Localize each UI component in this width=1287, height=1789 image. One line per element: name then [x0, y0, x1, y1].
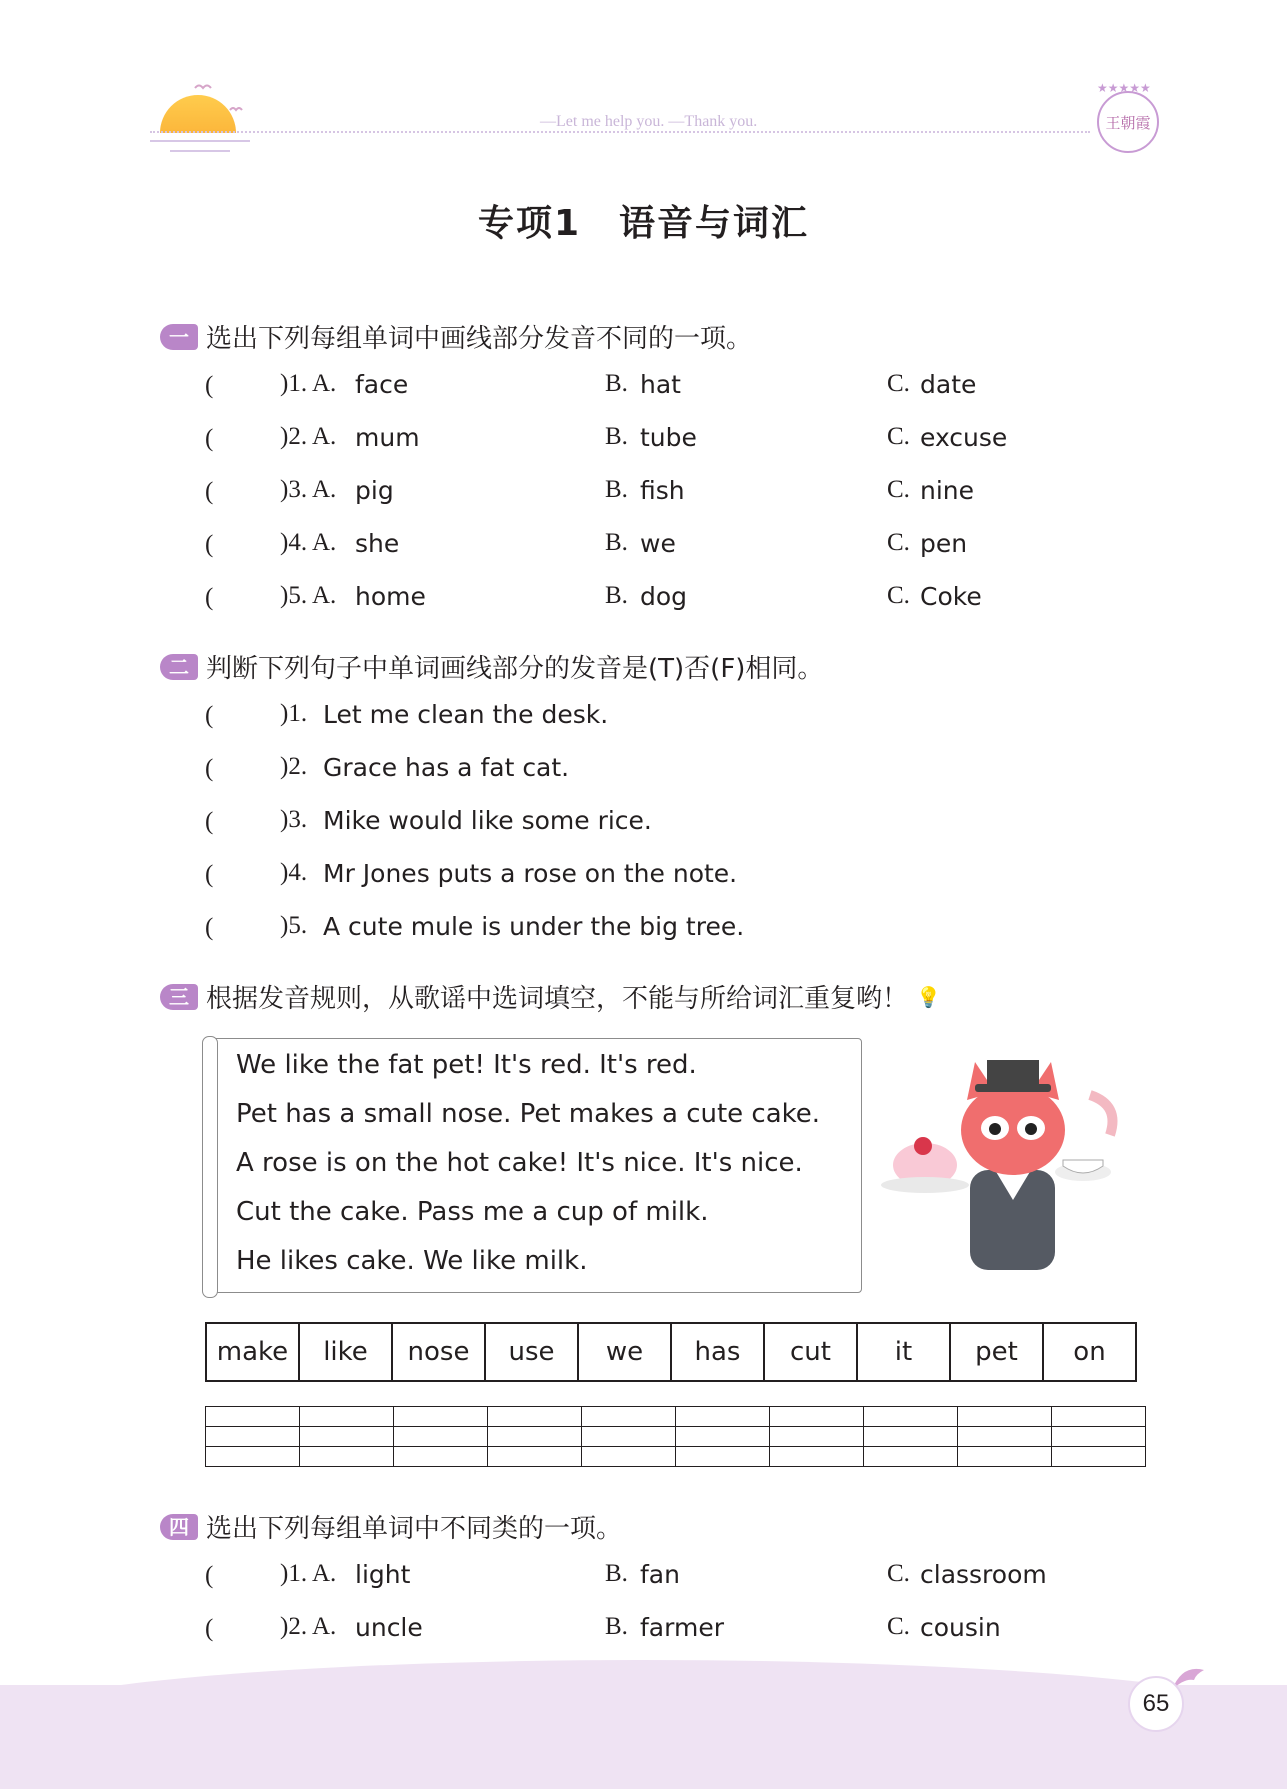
question-number: )2. A.: [280, 423, 337, 450]
answer-cell[interactable]: [582, 1407, 676, 1427]
word-cell: use: [485, 1323, 578, 1381]
word-cell: it: [857, 1323, 950, 1381]
answer-blank[interactable]: (: [205, 584, 214, 611]
answer-cell[interactable]: [1052, 1407, 1146, 1427]
answer-cell[interactable]: [1052, 1427, 1146, 1447]
sentence: Mike would like some rice.: [323, 806, 652, 835]
answer-blank[interactable]: (: [205, 425, 214, 452]
option-c-label: C.: [887, 529, 910, 556]
sun-horizon-line: [150, 140, 250, 142]
answer-blank[interactable]: (: [205, 755, 214, 782]
answer-blank[interactable]: (: [205, 1615, 214, 1642]
section-badge: 四: [160, 1514, 198, 1540]
question-number: )5.: [280, 912, 308, 939]
word-cell: cut: [764, 1323, 857, 1381]
brand-logo-icon: [1088, 78, 1168, 158]
question-row: [205, 1560, 1047, 1590]
option-c: Coke: [920, 582, 982, 611]
section-badge: 三: [160, 984, 198, 1010]
option-b-label: B.: [605, 529, 628, 556]
answer-cell[interactable]: [676, 1447, 770, 1467]
page-number: 65: [1128, 1676, 1184, 1732]
section-badge: 二: [160, 654, 198, 680]
option-c: pen: [920, 529, 968, 558]
answer-cell[interactable]: [300, 1407, 394, 1427]
question-number: )3.: [280, 806, 308, 833]
answer-cell[interactable]: [488, 1427, 582, 1447]
poem-line: A rose is on the hot cake! It's nice. It's nice.: [236, 1148, 803, 1178]
answer-blank[interactable]: (: [205, 372, 214, 399]
answer-cell[interactable]: [488, 1447, 582, 1467]
question-number: )3. A.: [280, 476, 337, 503]
answer-cell[interactable]: [770, 1447, 864, 1467]
option-c: nine: [920, 476, 975, 505]
option-b: we: [640, 529, 676, 558]
answer-cell[interactable]: [770, 1407, 864, 1427]
word-cell: nose: [392, 1323, 485, 1381]
option-c-label: C.: [887, 370, 910, 397]
poem-line: Pet has a small nose. Pet makes a cute cake.: [236, 1099, 821, 1129]
question-row: [205, 476, 975, 506]
answer-cell[interactable]: [582, 1447, 676, 1467]
answer-table: [205, 1406, 1146, 1467]
question-row: [205, 859, 738, 889]
word-cell: has: [671, 1323, 764, 1381]
page-title: 专项1 语音与词汇: [477, 203, 810, 244]
poem-line: He likes cake. We like milk.: [236, 1246, 588, 1276]
sentence: Grace has a fat cat.: [323, 753, 570, 782]
question-row: [205, 582, 982, 612]
birds-icon: [190, 80, 250, 120]
answer-cell[interactable]: [300, 1427, 394, 1447]
answer-blank[interactable]: (: [205, 478, 214, 505]
sentence: Mr Jones puts a rose on the note.: [323, 859, 738, 888]
option-a: uncle: [355, 1613, 423, 1642]
answer-cell[interactable]: [958, 1427, 1052, 1447]
word-cell: we: [578, 1323, 671, 1381]
lightbulb-icon: 💡: [916, 984, 941, 1009]
option-c: cousin: [920, 1613, 1001, 1642]
answer-blank[interactable]: (: [205, 1562, 214, 1589]
answer-blank[interactable]: (: [205, 914, 214, 941]
question-number: )1.: [280, 700, 308, 727]
option-c: date: [920, 370, 977, 399]
question-row: [205, 912, 745, 942]
question-row: [205, 1613, 1001, 1643]
option-c-label: C.: [887, 476, 910, 503]
answer-cell[interactable]: [206, 1407, 300, 1427]
question-row: [205, 806, 652, 836]
section-1-heading: [160, 318, 752, 355]
footer-band: [0, 1685, 1287, 1789]
section-4-heading: [160, 1508, 622, 1545]
word-cell: on: [1043, 1323, 1136, 1381]
section-instruction: 根据发音规则，从歌谣中选词填空，不能与所给词汇重复哟！: [206, 984, 909, 1014]
answer-cell[interactable]: [864, 1407, 958, 1427]
scroll-roll-decoration: [202, 1036, 218, 1298]
answer-cell[interactable]: [582, 1427, 676, 1447]
option-b-label: B.: [605, 476, 628, 503]
sentence: A cute mule is under the big tree.: [323, 912, 745, 941]
section-2-heading: [160, 648, 823, 685]
option-b: fish: [640, 476, 685, 505]
question-row: [205, 370, 977, 400]
word-cell: make: [206, 1323, 299, 1381]
word-cell: pet: [950, 1323, 1043, 1381]
answer-cell[interactable]: [864, 1427, 958, 1447]
question-row: [205, 529, 968, 559]
option-a: face: [355, 370, 409, 399]
answer-cell[interactable]: [394, 1447, 488, 1467]
table-row: [206, 1447, 1146, 1467]
section-3-heading: [160, 978, 941, 1015]
answer-blank[interactable]: (: [205, 702, 214, 729]
section-instruction: 判断下列句子中单词画线部分的发音是(T)否(F)相同。: [206, 654, 824, 684]
option-b: farmer: [640, 1613, 724, 1642]
answer-cell[interactable]: [770, 1427, 864, 1447]
header-divider: [150, 131, 1090, 133]
option-b-label: B.: [605, 1560, 628, 1587]
option-a: mum: [355, 423, 420, 452]
option-a: light: [355, 1560, 411, 1589]
option-b: tube: [640, 423, 697, 452]
answer-cell[interactable]: [958, 1447, 1052, 1467]
poem-line: We like the fat pet! It's red. It's red.: [236, 1050, 697, 1080]
option-b: dog: [640, 582, 688, 611]
answer-cell[interactable]: [676, 1407, 770, 1427]
option-c: classroom: [920, 1560, 1047, 1589]
option-a: pig: [355, 476, 394, 505]
section-instruction: 选出下列每组单词中不同类的一项。: [206, 1514, 623, 1544]
option-b-label: B.: [605, 423, 628, 450]
question-row: [205, 753, 570, 783]
question-number: )1. A.: [280, 1560, 337, 1587]
option-b: fan: [640, 1560, 680, 1589]
question-number: )2.: [280, 753, 308, 780]
option-c-label: C.: [887, 1560, 910, 1587]
answer-blank[interactable]: (: [205, 808, 214, 835]
option-c: excuse: [920, 423, 1008, 452]
table-row: [206, 1427, 1146, 1447]
question-number: )2. A.: [280, 1613, 337, 1640]
answer-cell[interactable]: [300, 1447, 394, 1467]
cat-waiter-illustration: [875, 1060, 1135, 1270]
sentence: Let me clean the desk.: [323, 700, 609, 729]
section-badge: 一: [160, 324, 198, 350]
question-number: )1. A.: [280, 370, 337, 397]
option-a: she: [355, 529, 400, 558]
option-b-label: B.: [605, 1613, 628, 1640]
word-cell: like: [299, 1323, 392, 1381]
answer-cell[interactable]: [676, 1427, 770, 1447]
poem-line: Cut the cake. Pass me a cup of milk.: [236, 1197, 709, 1227]
sun-horizon-line: [170, 150, 230, 152]
answer-cell[interactable]: [1052, 1447, 1146, 1467]
question-number: )5. A.: [280, 582, 337, 609]
option-b-label: B.: [605, 370, 628, 397]
answer-cell[interactable]: [394, 1427, 488, 1447]
question-row: [205, 700, 609, 730]
question-row: [205, 423, 1008, 453]
answer-cell[interactable]: [864, 1447, 958, 1467]
table-row: [206, 1407, 1146, 1427]
svg-text:★★★★★: ★★★★★: [1097, 81, 1151, 95]
option-a: home: [355, 582, 426, 611]
option-b-label: B.: [605, 582, 628, 609]
question-number: )4. A.: [280, 529, 337, 556]
given-words-table: [205, 1322, 1137, 1382]
answer-cell[interactable]: [958, 1407, 1052, 1427]
table-row: [206, 1323, 1136, 1381]
question-number: )4.: [280, 859, 308, 886]
answer-cell[interactable]: [206, 1447, 300, 1467]
answer-blank[interactable]: (: [205, 531, 214, 558]
section-instruction: 选出下列每组单词中画线部分发音不同的一项。: [206, 324, 753, 354]
answer-cell[interactable]: [394, 1407, 488, 1427]
option-c-label: C.: [887, 1613, 910, 1640]
logo-text: 王朝霞: [1105, 114, 1151, 132]
option-b: hat: [640, 370, 681, 399]
answer-blank[interactable]: (: [205, 861, 214, 888]
header-motto: —Let me help you. —Thank you.: [540, 113, 758, 130]
option-c-label: C.: [887, 582, 910, 609]
option-c-label: C.: [887, 423, 910, 450]
answer-cell[interactable]: [488, 1407, 582, 1427]
answer-cell[interactable]: [206, 1427, 300, 1447]
